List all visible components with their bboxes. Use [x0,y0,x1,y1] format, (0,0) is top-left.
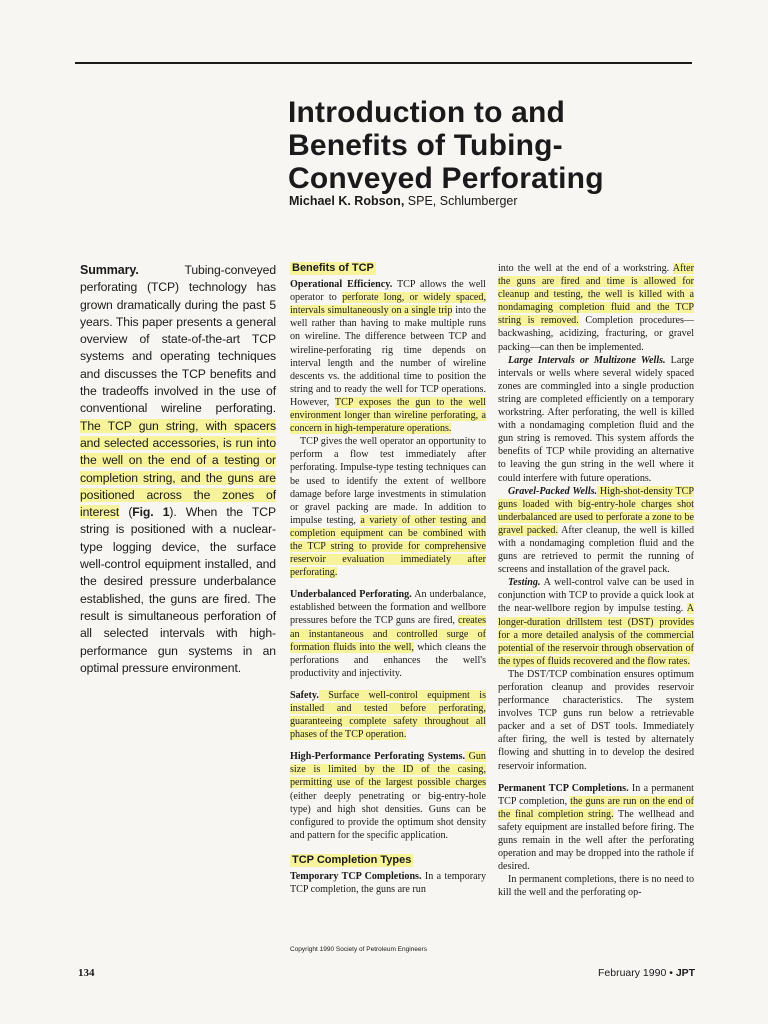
body-text: After cleanup, the well is killed with a nondamaging completion fluid and the guns are retrieved to permit the running of screens and installation of the gravel pack. [498,524,694,576]
body-text: A well-control valve can be used in conjunction with TCP to provide a quick look at the near-wellbore region by impulse testing. [498,577,694,615]
body-column-3 [498,262,694,900]
title-line: Benefits of Tubing- [288,129,563,162]
run-in-heading: Underbalanced Perforating. [290,589,412,601]
highlighted-text: the guns are run on the end of the final completion string. [498,795,695,820]
paragraph-large-intervals [498,354,694,485]
paragraph-testing [498,576,694,668]
highlighted-text: TCP exposes the gun to the well environment longer than wireline perforating, a concern in high-temperature operations. [290,396,486,435]
top-rule [75,62,692,64]
highlighted-text: creates an instantaneous and controlled surge of formation fluids into the well, [290,615,486,653]
copyright-notice: Copyright 1990 Society of Petroleum Engineers [290,946,427,953]
highlighted-text: a variety of other testing and completion equipment can be combined with the TCP string to provide for comprehensive reservoir evaluation immediately after perforating. [290,514,486,579]
highlighted-text: Surface well-control equipment is installed and tested before perforating, guaranteeing complete safety throughout all phases of the TCP operation. [290,689,486,741]
highlighted-text: After the guns are fired and time is allowed for cleanup and testing, the well is killed with a nondamaging completion fluid and the TCP string is removed. [498,263,694,327]
paragraph-permanent-completions [498,782,694,874]
title-line: Introduction to and [288,96,566,129]
body-text: The DST/TCP combination ensures optimum perforation cleanup and provides reservoir performance characteristics. The system involves TCP guns run below a retrievable packer and a set of DST tools. Immediately after firing, the well is tested by alternately flowing and shutting in to develop the desired reservoir information. [498,668,694,772]
run-in-heading: Safety. [290,689,319,701]
summary-text: ). When the TCP string is positioned with a nuclear-type logging device, the surface well-control equipment installed, and the desired pressure underbalance established, the guns are fired. The result is simultaneous perforation of all selected intervals with high-performance gun systems in an optimal pressure environment. [80,505,276,675]
summary-heading: Summary. [80,263,139,277]
body-text: into the well at the end of a workstring. [498,263,673,274]
paragraph-safety [290,689,486,741]
highlighted-text: Gun size is limited by the ID of the casing, permitting use of the largest possible charges [290,751,486,789]
article-title [288,96,688,195]
issue-date: February 1990 • [598,967,676,979]
paragraph-temporary-completions [290,870,486,896]
run-in-heading: Large Intervals or Multizone Wells. [508,354,666,366]
run-in-heading: Gravel-Packed Wells. [508,485,598,497]
run-in-heading: Temporary TCP Completions. [290,871,422,883]
body-text: An underbalance, established between the formation and wellbore pressures before the TCP guns are fired, [290,589,486,627]
body-text: The wellhead and safety equipment are installed before firing. The guns remain in the well after the perforating operation and may be dropped into the rathole if desired. [498,808,695,873]
paragraph-gravel-packed [498,485,694,577]
run-in-heading: Operational Efficiency. [290,279,393,291]
author-affiliation: SPE, Schlumberger [404,194,518,208]
body-text: In a temporary TCP completion, the guns are run [290,871,486,896]
paragraph-high-performance [290,750,486,842]
run-in-heading: Permanent TCP Completions. [498,782,629,794]
paragraph-permanent-continued [498,873,694,899]
page-number: 134 [78,967,95,979]
summary-highlight: The TCP gun string, with spacers and selected accessories, is run into the well on the end of a testing or completion string, and the guns are positioned across the zones of interest [80,418,276,520]
body-text: In a permanent TCP completion, [498,782,694,807]
body-text: Large intervals or wells where several widely spaced zones are commingled into a single production string are completed efficiently on a temporary workstring. After perforating, the well is killed with a nondamaging completion fluid and the gun string is removed. This system affords the benefits of TCP while providing an alternative to leaving the gun string in the well where it could interfere with future operations. [498,354,695,484]
author-name: Michael K. Robson, [289,194,405,208]
paragraph-continued [498,262,694,354]
body-text: In permanent completions, there is no need to kill the well and the perforating op- [498,874,694,899]
summary-column [80,262,276,677]
summary-text: ( [119,505,133,520]
highlighted-text: perforate long, or widely spaced, intervals simultaneously on a single trip [290,292,486,317]
body-text: (either deeply penetrating or big-entry-hole type) and high shot densities. Guns can be configured to provide the optimum shot density and pattern for the specific application. [290,790,486,841]
journal-footer [598,967,695,979]
title-line: Conveyed Perforating [288,162,604,195]
body-text: into the well rather than having to make multiple runs on wireline. The difference between TCP and wireline-perforating rig time depends on interval length and the number of wireline descents vs. the additional time to position the string and to ready the well for TCP operations. However, [290,305,486,408]
section-heading-completion-types: TCP Completion Types [292,853,412,866]
run-in-heading: Testing. [508,577,541,589]
body-column-2 [290,262,486,896]
paragraph-underbalanced [290,588,486,680]
run-in-heading: High-Performance Perforating Systems. [290,751,466,763]
highlighted-text: High-shot-density TCP guns loaded with big-entry-hole charges shot underbalanced are used to perforate a zone to be gravel packed. [498,485,694,536]
paragraph-dst-tcp [498,668,694,773]
figure-reference: Fig. 1 [132,505,170,520]
paragraph-flow-test [290,435,486,579]
journal-name: JPT [675,967,696,979]
byline [289,194,518,208]
highlighted-text: A longer-duration drillstem test (DST) provides for a more detailed analysis of the commercial potential of the reservoir through observation of the types of fluids recovered and the flow rates. [498,603,694,667]
summary-text: Tubing-conveyed perforating (TCP) technology has grown dramatically during the past 5 years. This paper presents a general overview of state-of-the-art TCP systems and operating techniques and discusses the TCP benefits and the tradeoffs involved in the use of conventional wireline perforating. [80,263,276,416]
body-text: which cleans the perforations and enhances the well's productivity and injectivity. [290,641,486,679]
body-text: Completion procedures—backwashing, acidizing, fracturing, or gravel packing—can then be implemented. [498,315,694,353]
paragraph-operational-efficiency [290,278,486,435]
body-text: TCP gives the well operator an opportunity to perform a flow test immediately after perforating. Impulse-type testing techniques can be used to identify the extent of wellbore damage before large investments in stimulation or gravel packing are made. In addition to impulse testing, [290,436,486,526]
section-heading-benefits: Benefits of TCP [292,262,374,274]
body-text: TCP allows the well operator to [290,279,486,304]
